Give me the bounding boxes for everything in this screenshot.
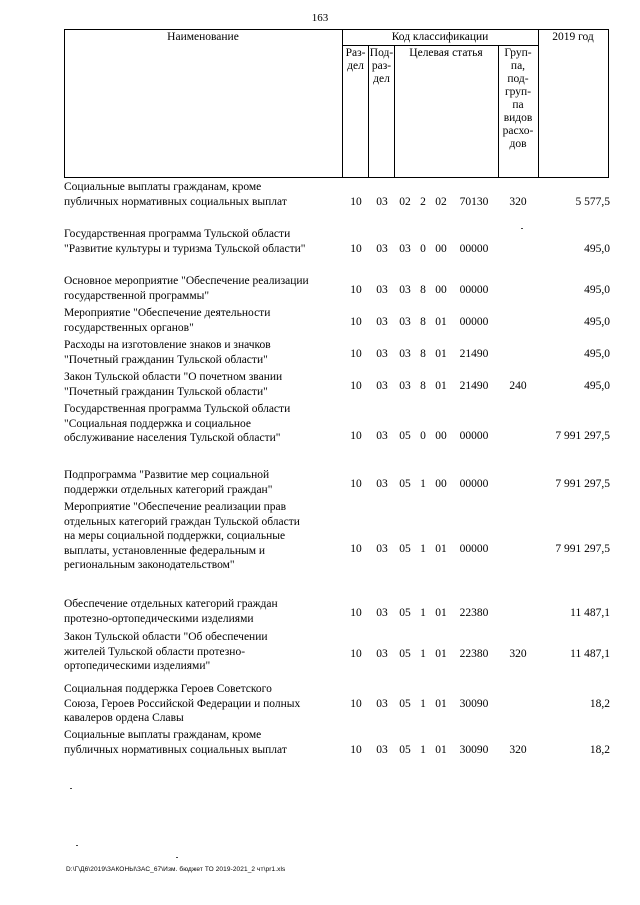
row-direction: 30090 xyxy=(459,698,489,710)
row-expense-group: 320 xyxy=(509,196,527,208)
row-main-event: 00 xyxy=(435,243,447,255)
row-section: 10 xyxy=(350,316,362,328)
row-amount: 495,0 xyxy=(584,380,610,392)
row-subsection: 03 xyxy=(376,430,388,442)
row-amount: 18,2 xyxy=(589,744,610,756)
row-expense-group: 240 xyxy=(509,380,527,392)
row-direction: 00000 xyxy=(459,430,489,442)
row-subsection: 03 xyxy=(376,478,388,490)
row-main-event: 01 xyxy=(435,543,447,555)
row-direction: 00000 xyxy=(459,543,489,555)
row-expense-group: 320 xyxy=(509,648,527,660)
row-main-event: 00 xyxy=(435,478,447,490)
row-name: Обеспечение отдельных категорий граждан протезно-ортопедическими изделиями xyxy=(64,598,278,625)
row-subprogram: 1 xyxy=(420,478,426,490)
row-direction: 21490 xyxy=(459,380,489,392)
row-subsection: 03 xyxy=(376,698,388,710)
row-direction: 22380 xyxy=(459,607,489,619)
row-subprogram: 1 xyxy=(420,543,426,555)
row-subsection: 03 xyxy=(376,380,388,392)
row-subsection: 03 xyxy=(376,196,388,208)
row-program: 02 xyxy=(399,196,411,208)
row-direction: 21490 xyxy=(459,348,489,360)
header-target-item: Целевая статья xyxy=(409,47,483,59)
row-subsection: 03 xyxy=(376,543,388,555)
row-program: 05 xyxy=(399,648,411,660)
row-main-event: 01 xyxy=(435,348,447,360)
row-main-event: 00 xyxy=(435,284,447,296)
row-subsection: 03 xyxy=(376,607,388,619)
row-section: 10 xyxy=(350,243,362,255)
row-subsection: 03 xyxy=(376,243,388,255)
row-subprogram: 8 xyxy=(420,284,426,296)
row-name: Государственная программа Тульской области "Развитие культуры и туризма Тульской области" xyxy=(64,228,306,255)
row-program: 05 xyxy=(399,543,411,555)
row-main-event: 02 xyxy=(435,196,447,208)
row-amount: 495,0 xyxy=(584,284,610,296)
header-left-border xyxy=(64,29,65,178)
page-number: 163 xyxy=(311,12,329,24)
row-program: 05 xyxy=(399,744,411,756)
row-amount: 495,0 xyxy=(584,348,610,360)
row-amount: 18,2 xyxy=(589,698,610,710)
row-amount: 11 487,1 xyxy=(570,607,610,619)
row-main-event: 00 xyxy=(435,430,447,442)
row-main-event: 01 xyxy=(435,380,447,392)
header-sep-code-row xyxy=(342,45,539,46)
row-section: 10 xyxy=(350,380,362,392)
row-amount: 495,0 xyxy=(584,316,610,328)
row-program: 03 xyxy=(399,243,411,255)
header-expense-group: Груп- па, под- груп- па видов расхо- дов xyxy=(502,47,534,150)
header-top-border xyxy=(64,29,609,30)
row-name: Мероприятие "Обеспечение деятельности государственных органов" xyxy=(64,307,271,334)
row-subprogram: 1 xyxy=(420,698,426,710)
row-direction: 00000 xyxy=(459,284,489,296)
scan-speck xyxy=(521,228,523,229)
row-main-event: 01 xyxy=(435,607,447,619)
scan-speck xyxy=(76,845,78,846)
row-expense-group: 320 xyxy=(509,744,527,756)
row-section: 10 xyxy=(350,543,362,555)
scan-speck xyxy=(70,788,72,789)
row-subprogram: 0 xyxy=(420,430,426,442)
row-main-event: 01 xyxy=(435,698,447,710)
footer-file-path: D:\Г\Д6\2019\ЗАКОНЫ\ЗАС_67\Изм. бюджет ТО 2019-2021_2 чт\pr1.xls xyxy=(66,866,286,873)
row-amount: 495,0 xyxy=(584,243,610,255)
row-program: 03 xyxy=(399,348,411,360)
row-program: 03 xyxy=(399,316,411,328)
row-subprogram: 8 xyxy=(420,380,426,392)
row-section: 10 xyxy=(350,478,362,490)
row-subsection: 03 xyxy=(376,744,388,756)
row-name: Социальные выплаты гражданам, кроме публичных нормативных социальных выплат xyxy=(64,181,287,208)
row-amount: 7 991 297,5 xyxy=(555,430,610,442)
row-name: Мероприятие "Обеспечение реализации прав отдельных категорий граждан Тульской области на меры социальной поддержки, социальные выплаты, установленные федеральным и региональным законодательством" xyxy=(64,501,300,571)
row-amount: 7 991 297,5 xyxy=(555,543,610,555)
header-code-group: Код классификации xyxy=(391,31,489,43)
header-sep-year xyxy=(538,29,539,178)
row-subprogram: 1 xyxy=(420,744,426,756)
row-direction: 30090 xyxy=(459,744,489,756)
row-direction: 00000 xyxy=(459,478,489,490)
scan-speck xyxy=(176,857,178,858)
row-name: Закон Тульской области "О почетном звании "Почетный гражданин Тульской области" xyxy=(64,371,283,398)
row-amount: 7 991 297,5 xyxy=(555,478,610,490)
row-name: Закон Тульской области "Об обеспечении жителей Тульской области протезно- ортопедическими изделиями" xyxy=(64,631,268,672)
row-direction: 00000 xyxy=(459,316,489,328)
row-subprogram: 2 xyxy=(420,196,426,208)
row-name: Подпрограмма "Развитие мер социальной поддержки отдельных категорий граждан" xyxy=(64,469,273,496)
row-section: 10 xyxy=(350,607,362,619)
row-name: Социальные выплаты гражданам, кроме публичных нормативных социальных выплат xyxy=(64,729,287,756)
row-direction: 22380 xyxy=(459,648,489,660)
row-section: 10 xyxy=(350,698,362,710)
row-subsection: 03 xyxy=(376,316,388,328)
row-subprogram: 0 xyxy=(420,243,426,255)
row-name: Государственная программа Тульской области "Социальная поддержка и социальное обслуживание населения Тульской области" xyxy=(64,403,291,444)
row-subsection: 03 xyxy=(376,348,388,360)
row-subprogram: 8 xyxy=(420,348,426,360)
row-name: Расходы на изготовление знаков и значков "Почетный гражданин Тульской области" xyxy=(64,339,271,366)
row-program: 05 xyxy=(399,698,411,710)
row-direction: 00000 xyxy=(459,243,489,255)
row-subprogram: 1 xyxy=(420,607,426,619)
row-section: 10 xyxy=(350,744,362,756)
row-amount: 11 487,1 xyxy=(570,648,610,660)
header-year: 2019 год xyxy=(552,31,594,43)
row-subprogram: 1 xyxy=(420,648,426,660)
row-name: Социальная поддержка Героев Советского Союза, Героев Российской Федерации и полных кавалеров ордена Славы xyxy=(64,683,301,724)
row-program: 05 xyxy=(399,607,411,619)
row-direction: 70130 xyxy=(459,196,489,208)
row-section: 10 xyxy=(350,196,362,208)
row-section: 10 xyxy=(350,648,362,660)
row-subprogram: 8 xyxy=(420,316,426,328)
row-program: 03 xyxy=(399,284,411,296)
row-subsection: 03 xyxy=(376,648,388,660)
header-subsection: Под- раз- дел xyxy=(369,47,394,85)
header-bottom-border xyxy=(64,177,609,178)
header-right-border xyxy=(608,29,609,178)
row-main-event: 01 xyxy=(435,316,447,328)
row-section: 10 xyxy=(350,348,362,360)
row-name: Основное мероприятие "Обеспечение реализации государственной программы" xyxy=(64,275,309,302)
row-section: 10 xyxy=(350,430,362,442)
row-subsection: 03 xyxy=(376,284,388,296)
row-main-event: 01 xyxy=(435,648,447,660)
row-main-event: 01 xyxy=(435,744,447,756)
header-section: Раз- дел xyxy=(345,47,366,72)
row-program: 05 xyxy=(399,478,411,490)
row-program: 05 xyxy=(399,430,411,442)
row-amount: 5 577,5 xyxy=(575,196,610,208)
row-program: 03 xyxy=(399,380,411,392)
header-name: Наименование xyxy=(167,31,239,43)
row-section: 10 xyxy=(350,284,362,296)
